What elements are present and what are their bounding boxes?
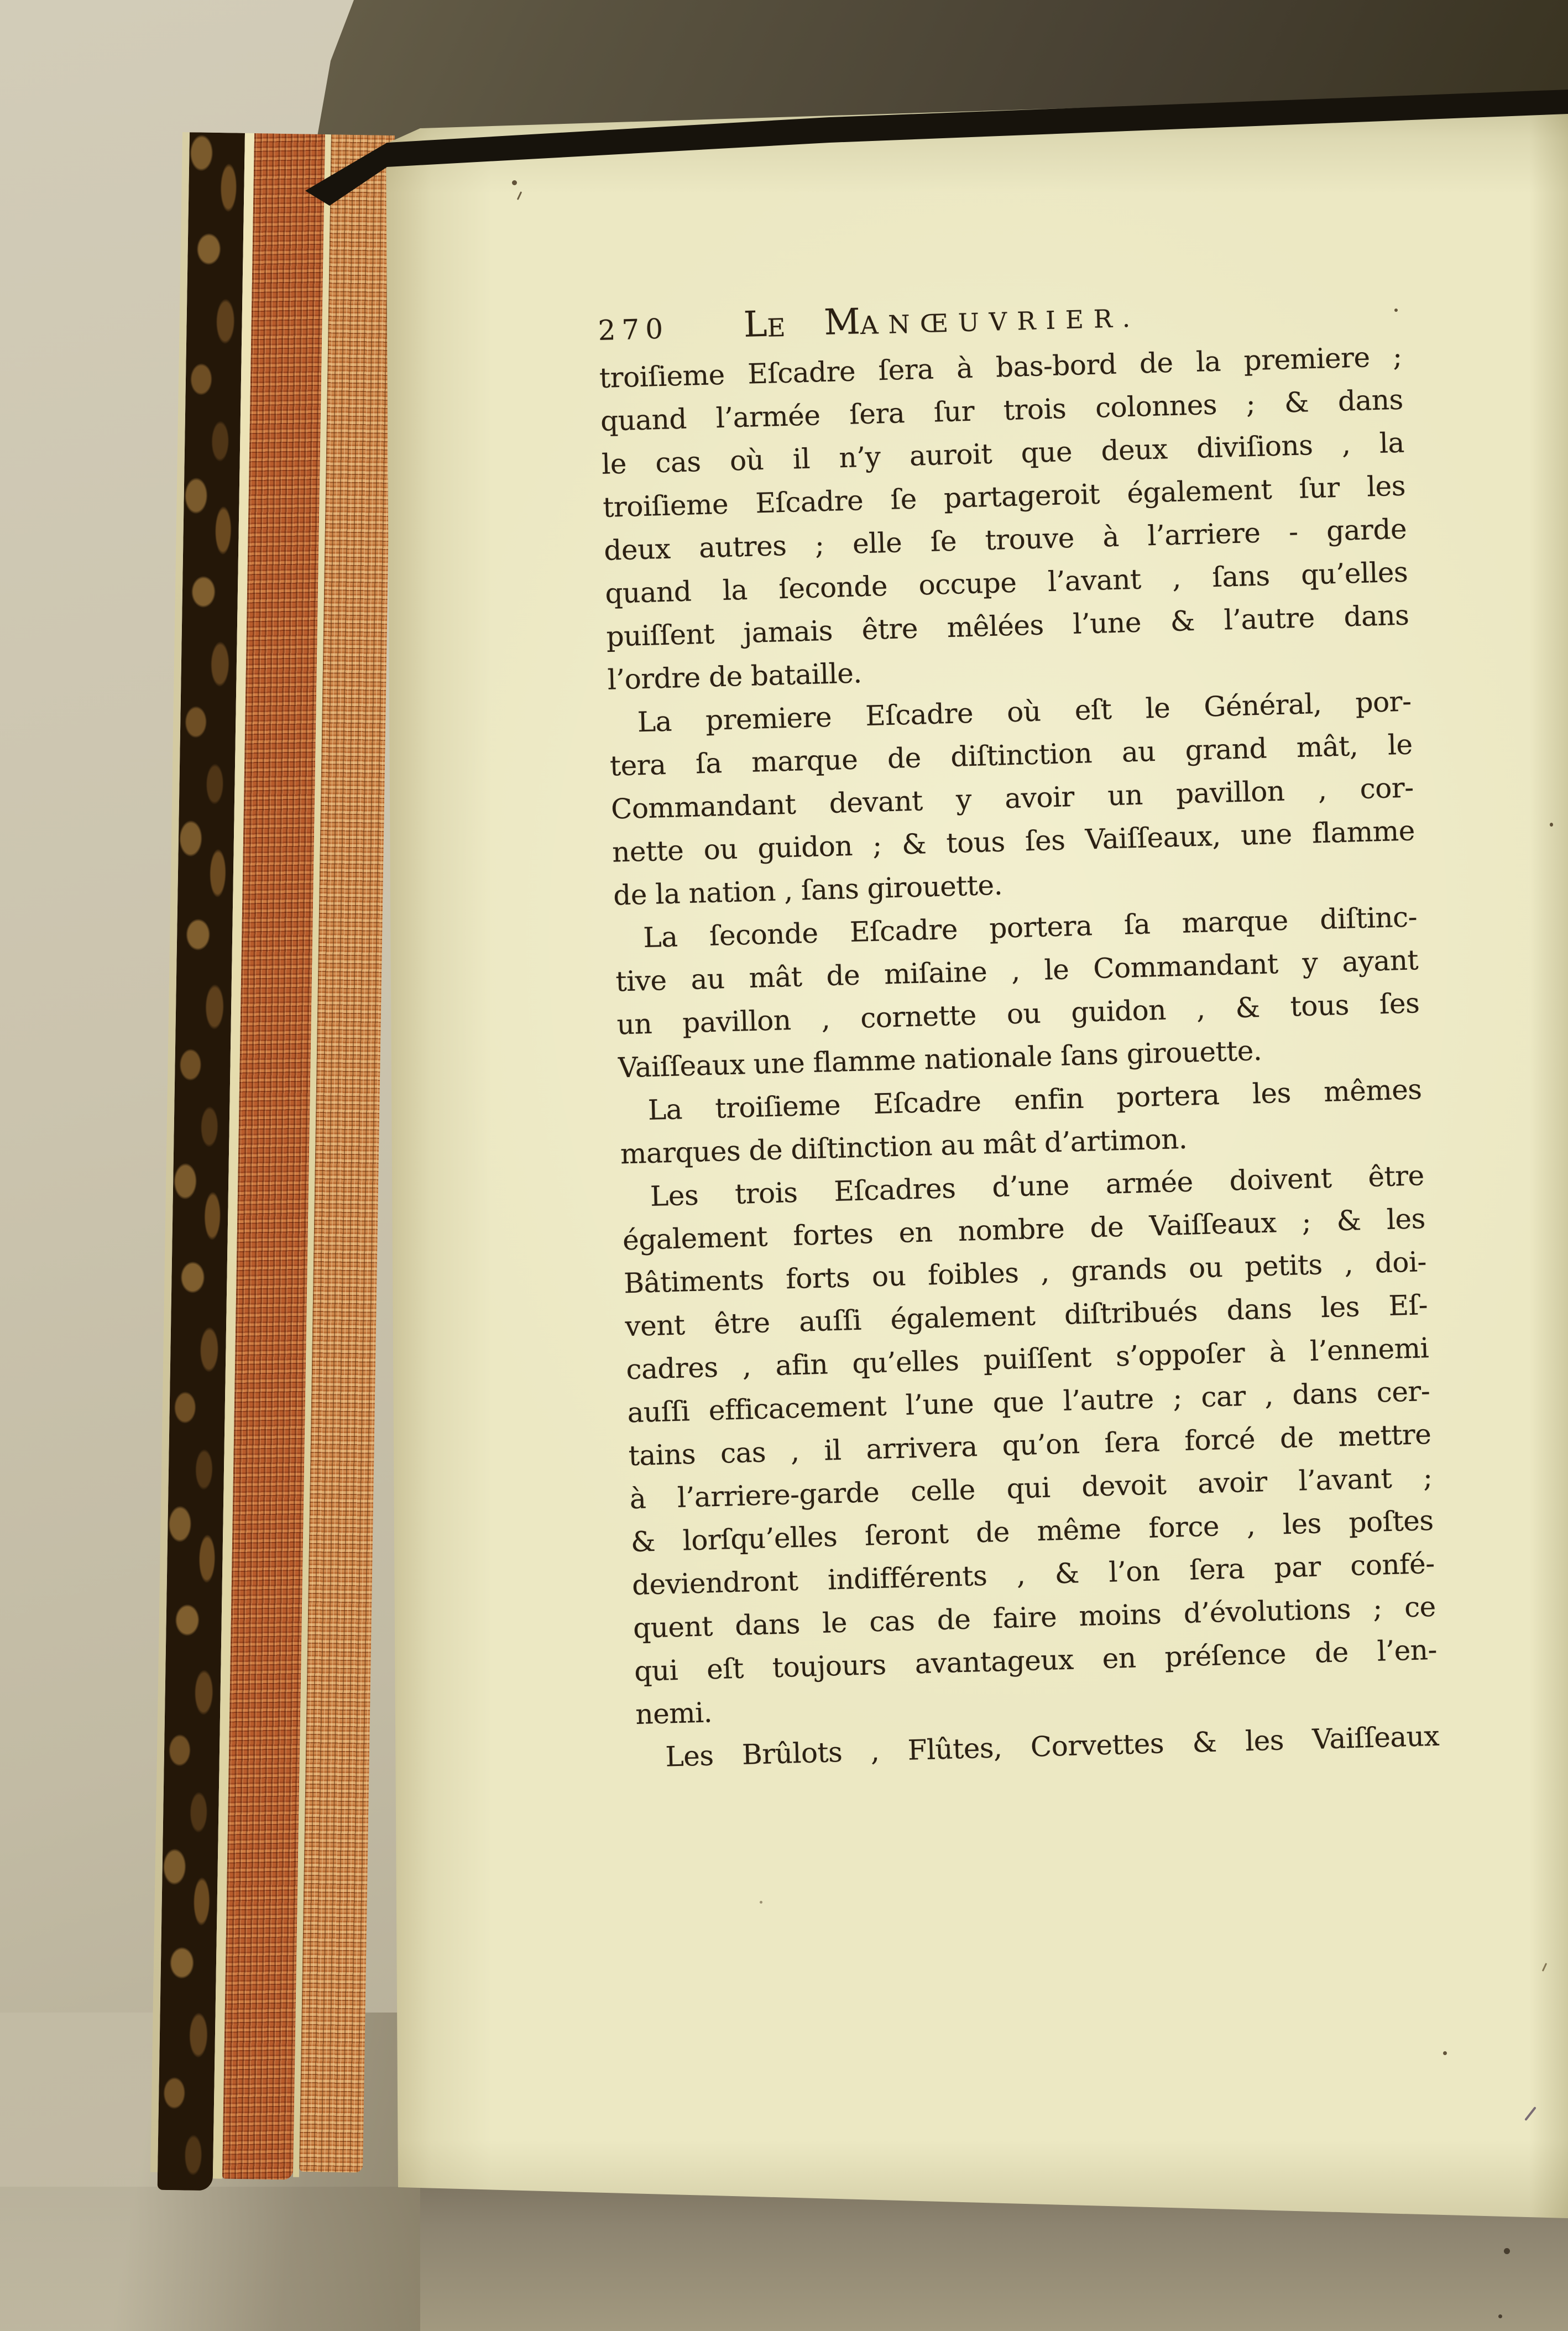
running-title-word-2 bbox=[823, 296, 1141, 343]
text-line: tive au mât de miſaine , le Commandant y ayant bbox=[615, 944, 1419, 998]
text-line: troiſieme Eſcadre ſe partageroit également ſur les bbox=[602, 469, 1406, 524]
text-line: le cas où il n’y auroit que deux diviſions , la bbox=[601, 426, 1405, 480]
text-line: Les Brûlots , Flûtes, Corvettes & les Vaiſſeaux bbox=[665, 1719, 1440, 1773]
text-line: Commandant devant y avoir un pavillon , cor- bbox=[610, 771, 1414, 825]
text-line: deviendront indifférents , & l’on ſera par confé- bbox=[631, 1547, 1435, 1602]
foxing-speck bbox=[1550, 823, 1553, 827]
running-title-rest-2: ANŒUVRIER. bbox=[860, 303, 1141, 341]
foxing-speck bbox=[1394, 309, 1398, 312]
text-line: cadres , afin qu’elles puiſſent s’oppoſer à l’ennemi bbox=[625, 1332, 1429, 1386]
text-line: La troiſieme Eſcadre enfin portera les mêmes bbox=[647, 1073, 1423, 1127]
shadow-speck bbox=[1504, 2248, 1510, 2254]
text-line: qui eſt toujours avantageux en préſence de l’en- bbox=[634, 1633, 1438, 1688]
text-line: quent dans le cas de faire moins d’évolutions ; ce bbox=[633, 1590, 1436, 1645]
text-line: auſſi efficacement l’une que l’autre ; car , dans cer- bbox=[626, 1374, 1430, 1429]
text-line: marques de diſtinction au mât d’artimon. bbox=[620, 1122, 1188, 1170]
page-number: 270 bbox=[597, 312, 670, 347]
text-line: troiſieme Eſcadre ſera à bas-bord de la premiere ; bbox=[599, 340, 1403, 394]
text-line: de la nation , ſans girouette. bbox=[613, 869, 1003, 912]
text-line: nemi. bbox=[635, 1696, 713, 1731]
running-title-initial-1: L bbox=[743, 304, 768, 346]
text-line: deux autres ; elle ſe trouve à l’arriere - garde bbox=[603, 513, 1407, 567]
text-line: tera ſa marque de diſtinction au grand mât, le bbox=[609, 728, 1413, 782]
body-text bbox=[599, 335, 1440, 1779]
text-line: l’ordre de bataille. bbox=[607, 657, 863, 696]
text-line: Bâtiments forts ou foibles , grands ou petits , doi- bbox=[623, 1246, 1427, 1300]
text-line: puiſſent jamais être mêlées l’une & l’autre dans bbox=[605, 599, 1409, 653]
text-line: nette ou guidon ; & tous ſes Vaiſſeaux, une flamme bbox=[611, 814, 1415, 869]
text-line: également fortes en nombre de Vaiſſeaux ; & les bbox=[622, 1203, 1426, 1257]
foxing-speck bbox=[1443, 2051, 1447, 2055]
running-title-rest-1: E bbox=[766, 312, 796, 343]
running-title-initial-2: M bbox=[823, 301, 861, 343]
foxing-speck bbox=[512, 180, 517, 185]
text-line: Les trois Eſcadres d’une armée doivent être bbox=[650, 1159, 1425, 1212]
text-line: quand l’armée ſera ſur trois colonnes ; & dans bbox=[600, 383, 1404, 437]
text-line: quand la ſeconde occupe l’avant , ſans qu’elles bbox=[604, 556, 1408, 610]
book-fore-edge bbox=[150, 132, 395, 2203]
text-line: à l’arriere-garde celle qui devoit avoir l’avant ; bbox=[629, 1461, 1433, 1515]
foxing-speck bbox=[760, 1901, 762, 1904]
text-line: tains cas , il arrivera qu’on ſera forcé de mettre bbox=[628, 1418, 1432, 1472]
text-line: La ſeconde Eſcadre portera ſa marque diſtinc- bbox=[642, 901, 1418, 954]
text-line: vent être auſſi également diſtribués dans les Eſ- bbox=[624, 1289, 1428, 1343]
text-line: un pavillon , cornette ou guidon , & tous ſes bbox=[616, 987, 1420, 1041]
page-content bbox=[597, 274, 1440, 1779]
text-line: & lorſqu’elles ſeront de même force , les poſtes bbox=[630, 1504, 1434, 1559]
shadow-speck bbox=[1498, 2314, 1502, 2318]
text-line: La premiere Eſcadre où eſt le Général, por- bbox=[637, 685, 1412, 739]
text-line: Vaiſſeaux une flamme nationale ſans girouette. bbox=[618, 1034, 1262, 1084]
running-title bbox=[743, 296, 1141, 346]
